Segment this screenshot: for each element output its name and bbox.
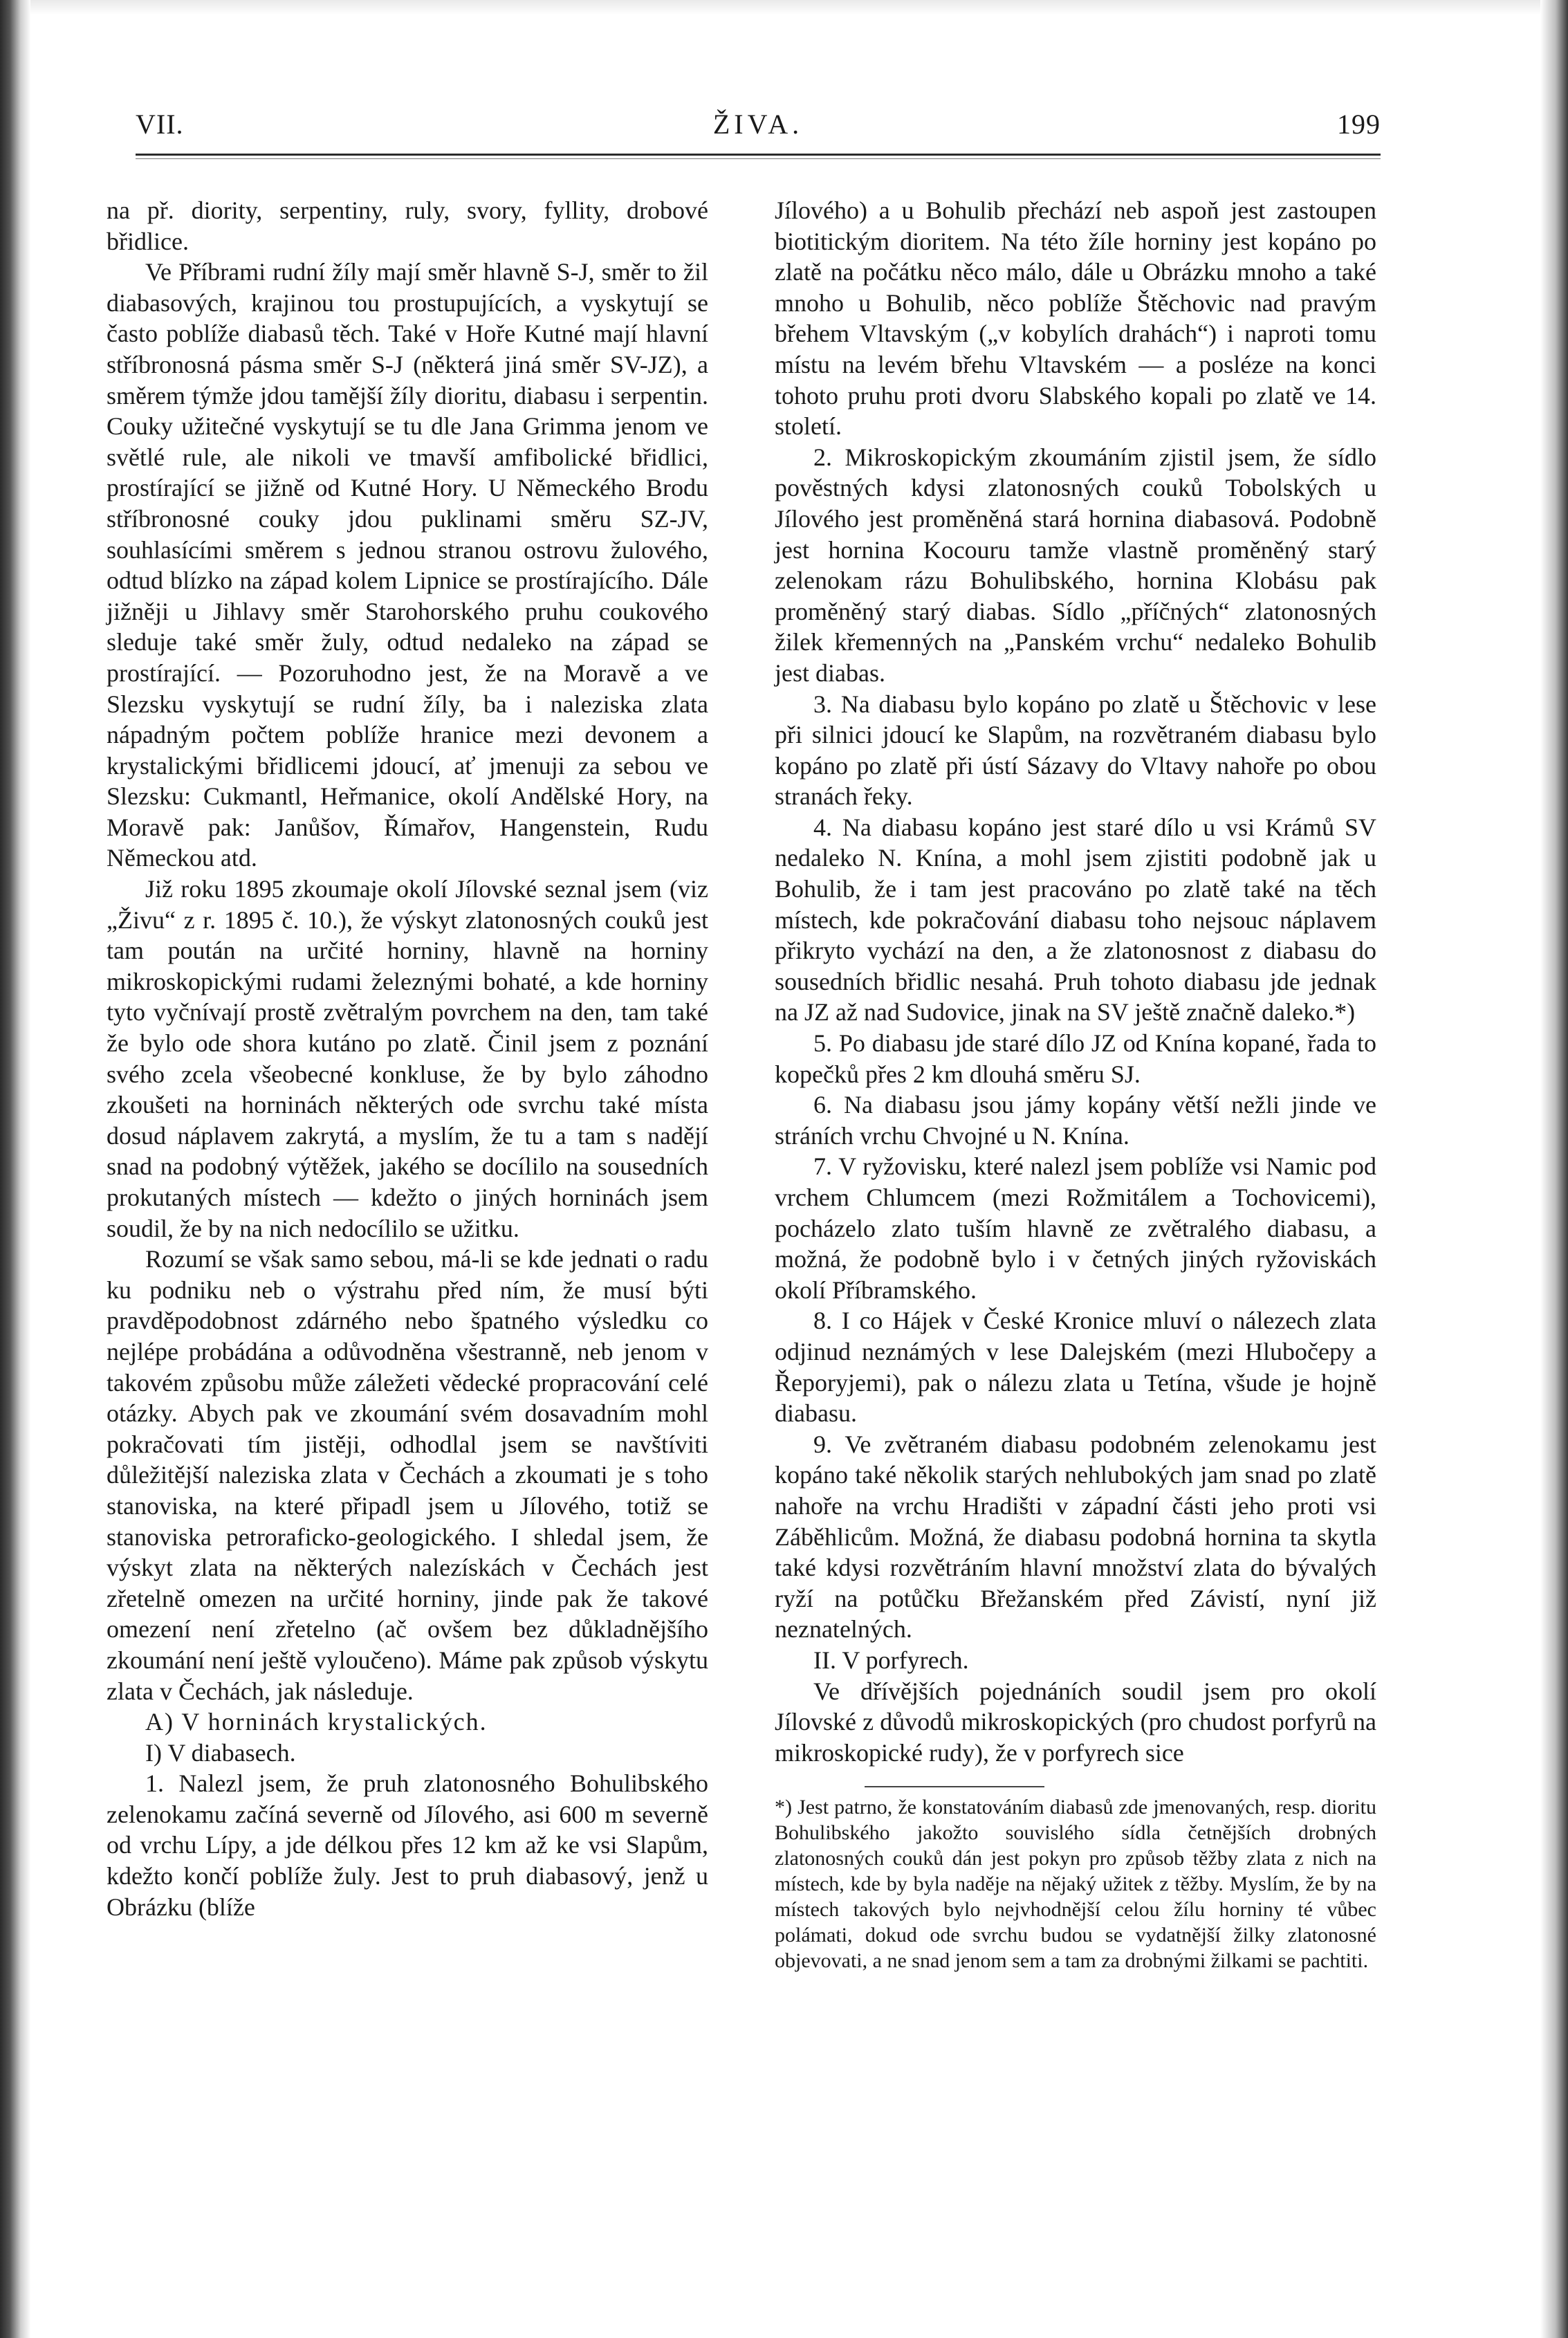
paragraph: 6. Na diabasu jsou jámy kopány větší nežli jinde ve stráních vrchu Chvojné u N. Knína.	[775, 1091, 1376, 1150]
paragraph: Ve dřívějších pojednáních soudil jsem pro okolí Jílovské z důvodů mikroskopických (pro chudost porfyrů na mikroskopické rudy), že v porfyrech sice	[775, 1677, 1376, 1767]
paragraph: Ve Příbrami rudní žíly mají směr hlavně S-J, směr to žil diabasových, krajinou tou prostupujících, a vyskytují se často poblíže diabasů těch. Také v Hoře Kutné mají hlavní stříbronosná pásma směr S-J (některá jiná směr SV-JZ), a směrem týmže jdou tamější žíly dioritu, diabasu i serpentin. Couky užitečné vyskytují se tu dle Jana Grimma jenom ve světlé rule, ale nikoli ve tmavší amfibolické břidlici, prostírající se jižně od Kutné Hory. U Německého Brodu stříbronosné couky jdou puklinami směru SZ-JV, souhlasícími směrem s jednou stranou ostrovu žulového, odtud blízko na západ kolem Lipnice se prostírajícího. Dále jižněji u Jihlavy směr Starohorského pruhu coukového sleduje také směr žuly, odtud nedaleko na západ se prostírající. — Pozoruhodno jest, že na Moravě a ve Slezsku vyskytují se rudní žíly, ba i naleziska zlata nápadným počtem poblíže hranice mezi devonem a krystalickými břidlicemi jdoucí, ať jmenuji za sebou ve Slezsku: Cukmantl, Heřmanice, okolí Andělské Hory, na Moravě pak: Janůšov, Římařov, Hangenstein, Rudu Německou atd.	[107, 258, 708, 872]
page-edge-right	[1540, 0, 1568, 2338]
paragraph: 1. Nalezl jsem, že pruh zlatonosného Bohulibského zelenokamu začíná severně od Jílového, asi 600 m severně od vrchu Lípy, a jde délkou přes 12 km až ke vsi Slapům, kdežto končí poblíže žuly. Jest to pruh diabasový, jenž u Obrázku (blíže	[107, 1769, 708, 1921]
page-edge-top	[0, 0, 1568, 15]
paragraph: Již roku 1895 zkoumaje okolí Jílovské seznal jsem (viz „Živu“ z r. 1895 č. 10.), že výskyt zlatonosných couků jest tam poután na určité horniny, hlavně na horniny mikroskopickými rudami železnými bohaté, a kde horniny tyto vyčnívají prostě zvětralým povrchem na den, tam také že bylo ode shora kutáno po zlatě. Činil jsem z poznání svého zcela všeobecné konkluse, že by bylo záhodno zkoušeti na horninách některých ode svrchu také místa dosud náplavem zakrytá, a myslím, že tu a tam s nadějí snad na podobný výtěžek, jakého se docílilo na sousedních prokutaných místech — kdežto o jiných horninách jsem soudil, že by na nich nedocílilo se užitku.	[107, 875, 708, 1242]
subsection-heading: II. V porfyrech.	[813, 1646, 969, 1674]
page-number: 199	[1337, 109, 1381, 140]
section-heading: A) V horninách krystalických.	[145, 1708, 488, 1736]
paragraph: 5. Po diabasu jde staré dílo JZ od Knína kopané, řada to kopečků přes 2 km dlouhá směru SJ.	[775, 1029, 1376, 1088]
footnote: *) Jest patrno, že konstatováním diabasů zde jmenovaných, resp. dioritu Bohulibského jakožto souvislého sídla četnějších drobných zlatonosných couků dán jest pokyn pro způsob těžby zlata z nich na místech, kde by byla naděje na nějaký užitek z těžby. Myslím, že by na místech takových bylo nejvhodnější celou žílu horniny té vůbec polámati, dokud ode svrchu budou se vydatnější žilky zlatonosné objevovati, a ne snad jenom sem a tam za drobnými žilkami se pachtiti.	[775, 1796, 1376, 1973]
left-column	[107, 195, 708, 1922]
header-rule-thin	[136, 158, 1381, 159]
paragraph: na př. diority, serpentiny, ruly, svory, fyllity, drobové břidlice.	[107, 196, 708, 255]
section-numeral: VII.	[136, 109, 184, 140]
paragraph: 4. Na diabasu kopáno jest staré dílo u vsi Krámů SV nedaleko N. Knína, a mohl jsem zjistiti podobně jak u Bohulib, že i tam jest pracováno po zlatě také na těch místech, kde pokračování diabasu toho nejsouc náplavem přikryto vychází na den, a že zlatonosnost z diabasu do sousedních břidlic nesahá. Pruh tohoto diabasu jde jednak na JZ až nad Sudovice, jinak na SV ještě značně daleko.*)	[775, 813, 1376, 1027]
paragraph: 3. Na diabasu bylo kopáno po zlatě u Štěchovic v lese při silnici jdoucí ke Slapům, na rozvětraném diabasu bylo kopáno po zlatě při ústí Sázavy do Vltavy nahoře po obou stranách řeky.	[775, 690, 1376, 811]
footnote-rule	[865, 1786, 1044, 1787]
page-edge-left	[0, 0, 30, 2338]
paragraph: Jílového) a u Bohulib přechází neb aspoň jest zastoupen biotitickým dioritem. Na této žíle horniny jest kopáno po zlatě na počátku něco málo, dále u Obrázku mnoho a také mnoho u Bohulib, něco poblíže Štěchovic nad pravým břehem Vltavským („v kobylích drahách“) i naproti tomu místu na levém břehu Vltavském — a posléze na konci tohoto pruhu proti dvoru Slabského kopali po zlatě ve 14. století.	[775, 196, 1376, 441]
journal-title: ŽIVA.	[712, 109, 804, 140]
right-column	[775, 195, 1376, 1973]
paragraph: 9. Ve zvětraném diabasu podobném zelenokamu jest kopáno také několik starých nehlubokých jam snad po zlatě nahoře na vrchu Hradišti v západní části jeho proti vsi Záběhlicům. Možná, že diabasu podobná hornina ta skytla také kdysi rozvětráním hlavní množství zlata do bývalých ryží na potůčku Břežanském před Závistí, nyní již neznatelných.	[775, 1430, 1376, 1644]
paragraph: 7. V ryžovisku, které nalezl jsem poblíže vsi Namic pod vrchem Chlumcem (mezi Rožmitálem a Tochovicemi), pocházelo zlato tuším hlavně ze zvětralého diabasu, a možná, že podobně bylo i v četných jiných ryžoviskách okolí Příbramského.	[775, 1152, 1376, 1304]
paragraph: Rozumí se však samo sebou, má-li se kde jednati o radu ku podniku neb o výstrahu před ním, že musí býti pravděpodobnost zdárného nebo špatného výsledku co nejlépe probádána a odůvodněna všestranně, neb jenom v takovém způsobu může záležeti vědecké propracování celé otázky. Abych pak ve zkoumání svém dosavadním mohl pokračovati tím jistěji, odhodlal jsem se navštíviti důležitější naleziska zlata v Čechách a zkoumati je s toho stanoviska, na které připadl jsem u Jílového, totiž se stanoviska petroraficko-geologického. I shledal jsem, že výskyt zlata na některých nalezískách v Čechách jest zřetelně omezen na určité horniny, jinde pak že takové omezení není zřetelno (ač ovšem bez důkladnějšího zkoumání není ještě vyloučeno). Máme pak způsob výskytu zlata v Čechách, jak následuje.	[107, 1245, 708, 1705]
running-header	[136, 108, 1381, 149]
subsection-heading: I) V diabasech.	[145, 1738, 296, 1767]
header-rule	[136, 154, 1381, 156]
paragraph: 8. I co Hájek v České Kronice mluví o nálezech zlata odjinud neznámých v lese Dalejském (mezi Hlubočepy a Řeporyjemi), pak o nálezu zlata u Tetína, všude je hojně diabasu.	[775, 1307, 1376, 1428]
paragraph: 2. Mikroskopickým zkoumáním zjistil jsem, že sídlo pověstných kdysi zlatonosných couků Tobolských u Jílového jest proměněná stará hornina diabasová. Podobně jest hornina Kocouru tamže vlastně proměněný starý zelenokam rázu Bohulibského, hornina Klobásu pak proměněný starý diabas. Sídlo „příčných“ zlatonosných žilek křemenných na „Panském vrchu“ nedaleko Bohulib jest diabas.	[775, 443, 1376, 687]
